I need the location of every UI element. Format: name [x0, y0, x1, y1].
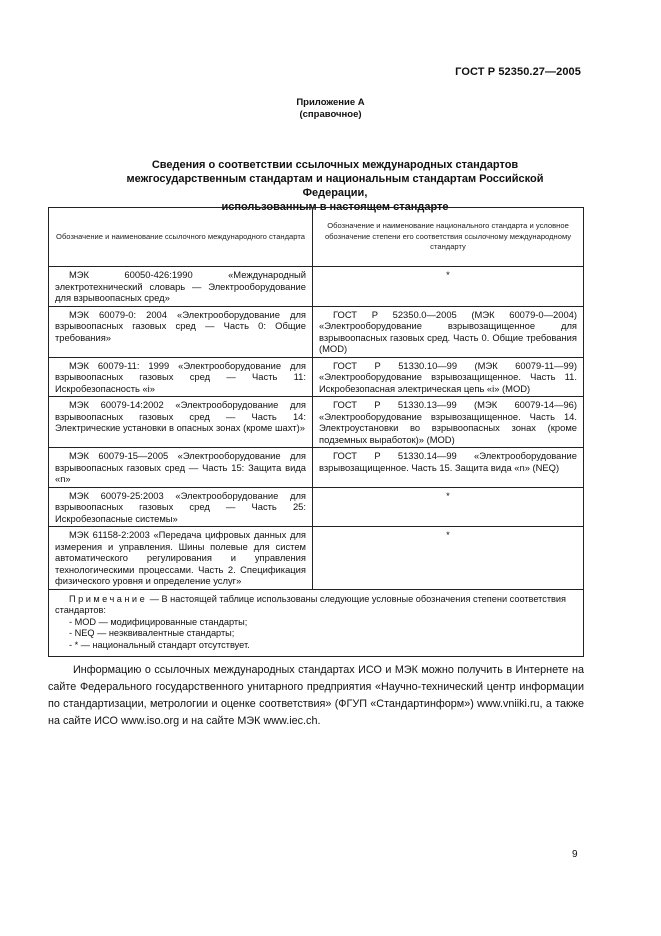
table-header-row — [49, 208, 584, 267]
table-row — [49, 448, 584, 488]
table-row — [49, 306, 584, 357]
note-lead-text: — В настоящей таблице использованы следующие условные обозначения степени соответствия стандартов: — [55, 593, 567, 615]
table-row — [49, 487, 584, 527]
table-note — [49, 589, 584, 657]
international-standard-cell: МЭК 60050-426:1990 «Международный электротехнический словарь — Электрооборудование для взрывоопасных сред» — [49, 267, 313, 307]
international-standard-cell: МЭК 60079-14:2002 «Электрооборудование для взрывоопасных газовых сред — Часть 14: Электрические установки в опасных зонах (кроме шахт)» — [49, 397, 313, 448]
international-standard-cell: МЭК 60079-11: 1999 «Электрооборудование для взрывоопасных газовых сред — Часть 11: Искробезопасность «i» — [49, 357, 313, 397]
national-standard-cell: ГОСТ Р 51330.10—99 (МЭК 60079-11—99) «Электрооборудование взрывозащищенное. Часть 11. Искробезопасная электрическая цепь «i» (MOD) — [313, 357, 584, 397]
national-standard-cell: ГОСТ Р 51330.13—99 (МЭК 60079-14—96) «Электрооборудование взрывозащищенное. Часть 14. Электроустановки во взрывоопасных зонах (кроме подземных выработок)» (MOD) — [313, 397, 584, 448]
section-heading — [95, 158, 575, 214]
table-row — [49, 267, 584, 307]
national-standard-cell: * — [313, 267, 584, 307]
note-item-neq: - NEQ — неэквивалентные стандарты; — [69, 628, 235, 638]
international-standard-cell: МЭК 60079-25:2003 «Электрооборудование для взрывоопасных газовых сред — Часть 25: Искробезопасные системы» — [49, 487, 313, 527]
note-lead — [55, 594, 577, 617]
table-row — [49, 357, 584, 397]
table-note-row — [49, 589, 584, 657]
appendix-title — [0, 97, 661, 121]
national-standard-cell: ГОСТ Р 51330.14—99 «Электрооборудование взрывозащищенное. Часть 15. Защита вида «n» (NEQ) — [313, 448, 584, 488]
note-item-mod: - MOD — модифицированные стандарты; — [69, 616, 248, 627]
col-header-international: Обозначение и наименование ссылочного международного стандарта — [49, 208, 313, 267]
document-code: ГОСТ Р 52350.27—2005 — [455, 66, 581, 78]
international-standard-cell: МЭК 60079-0: 2004 «Электрооборудование для взрывоопасных газовых сред — Часть 0: Общие требования» — [49, 306, 313, 357]
heading-line-3: использованным в настоящем стандарте — [221, 201, 449, 213]
heading-line-1: Сведения о соответствии ссылочных международных стандартов — [151, 159, 519, 171]
col-header-national: Обозначение и наименование национального стандарта и условное обозначение степени его соответствия ссылочному международному стандарту — [313, 208, 584, 267]
table-row — [49, 527, 584, 590]
table-row — [49, 397, 584, 448]
international-standard-cell: МЭК 61158-2:2003 «Передача цифровых данных для измерения и управления. Шины полевые для систем автоматического регулирования и управления технологическими процессами. Часть 2. Спецификация физического уровня и определение услуг» — [49, 527, 313, 590]
national-standard-cell: ГОСТ Р 52350.0—2005 (МЭК 60079-0—2004) «Электрооборудование взрывозащищенное для взрывоопасных газовых сред. Часть 0. Общие требования (MOD) — [313, 306, 584, 357]
page-number: 9 — [572, 849, 578, 860]
national-standard-cell: * — [313, 487, 584, 527]
appendix-type: (справочное) — [299, 109, 362, 120]
appendix-label: Приложение А — [296, 97, 365, 108]
note-item-absent: - * — национальный стандарт отсутствует. — [69, 639, 250, 650]
info-paragraph: Информацию о ссылочных международных стандартах ИСО и МЭК можно получить в Интернете на сайте Федерального государственного унитарного предприятия «Научно-технический центр информации по стандартизации, метрологии и оценке соответствия» (ФГУП «Стандартинформ») www.vniiki.ru, а также на сайте ИСО www.iso.org и на сайте МЭК www.iec.ch. — [48, 664, 584, 727]
international-standard-cell: МЭК 60079-15—2005 «Электрооборудование для взрывоопасных газовых сред — Часть 15: Защита вида «n» — [49, 448, 313, 488]
note-prefix: Примечание — [69, 593, 148, 604]
national-standard-cell: * — [313, 527, 584, 590]
reference-table — [48, 207, 584, 657]
heading-line-2: межгосударственным стандартам и национальным стандартам Российской Федерации, — [126, 173, 544, 199]
